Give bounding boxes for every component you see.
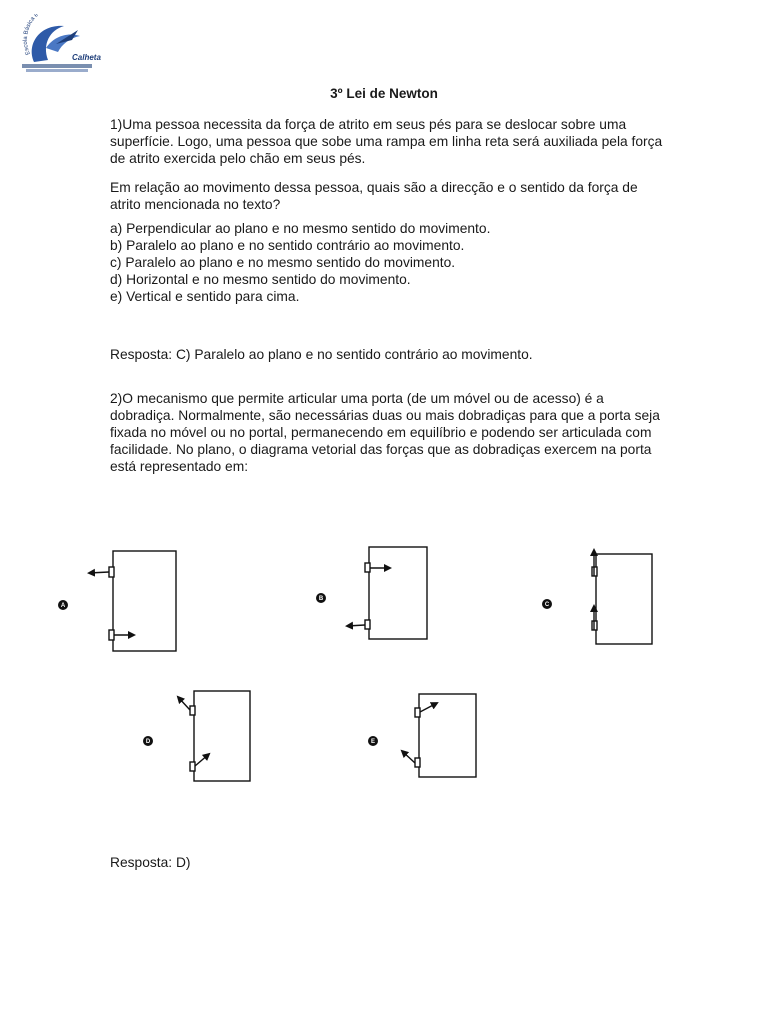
q1-option-e: e) Vertical e sentido para cima. — [110, 289, 300, 304]
diagram-label-d — [143, 736, 153, 746]
diagram-e — [402, 694, 476, 777]
svg-text:B: B — [318, 596, 324, 602]
diagram-label-e — [368, 736, 378, 746]
school-logo — [20, 14, 110, 76]
diagram-label-b — [316, 593, 326, 603]
diagram-b — [347, 547, 427, 639]
svg-text:D: D — [145, 739, 151, 745]
page-title: 3º Lei de Newton — [330, 86, 438, 101]
q1-option-c: c) Paralelo ao plano e no mesmo sentido do movimento. — [110, 255, 456, 270]
q1-statement: 1)Uma pessoa necessita da força de atrito em seus pés para se deslocar sobre uma superfície. Logo, uma pessoa que sobe uma rampa em linha reta será auxiliada pela força de atrito exercida pelo chão em seus pés. — [110, 117, 663, 166]
q1-question: Em relação ao movimento dessa pessoa, quais são a direcção e o sentido da força de atrito mencionada no texto? — [110, 180, 638, 212]
svg-text:E: E — [370, 739, 376, 745]
logo-arc-text: Escola Básica e — [22, 14, 40, 56]
hinge-force-diagrams — [0, 530, 768, 800]
diagram-label-c — [542, 599, 552, 609]
q1-options — [110, 220, 670, 305]
diagram-label-a — [58, 600, 68, 610]
logo-name: Calheta — [72, 53, 101, 62]
diagram-d — [178, 691, 250, 781]
diagram-c — [592, 550, 652, 644]
q1-answer: Resposta: C) Paralelo ao plano e no sentido contrário ao movimento. — [110, 347, 533, 362]
q2-answer: Resposta: D) — [110, 855, 191, 870]
q1-option-d: d) Horizontal e no mesmo sentido do movimento. — [110, 272, 411, 287]
svg-text:A: A — [60, 603, 66, 609]
q1-option-b: b) Paralelo ao plano e no sentido contrário ao movimento. — [110, 238, 465, 253]
q1-option-a: a) Perpendicular ao plano e no mesmo sentido do movimento. — [110, 221, 491, 236]
svg-text:C: C — [544, 602, 550, 608]
diagram-a — [89, 551, 176, 651]
q2-statement: 2)O mecanismo que permite articular uma porta (de um móvel ou de acesso) é a dobradiça. Normalmente, são necessárias duas ou mais dobradiças para que a porta seja fixada no móvel ou no portal, permanecendo em equilíbrio e podendo ser articulada com facilidade. No plano, o diagrama vetorial das forças que as dobradiças exercem na porta está representado em: — [110, 391, 660, 474]
